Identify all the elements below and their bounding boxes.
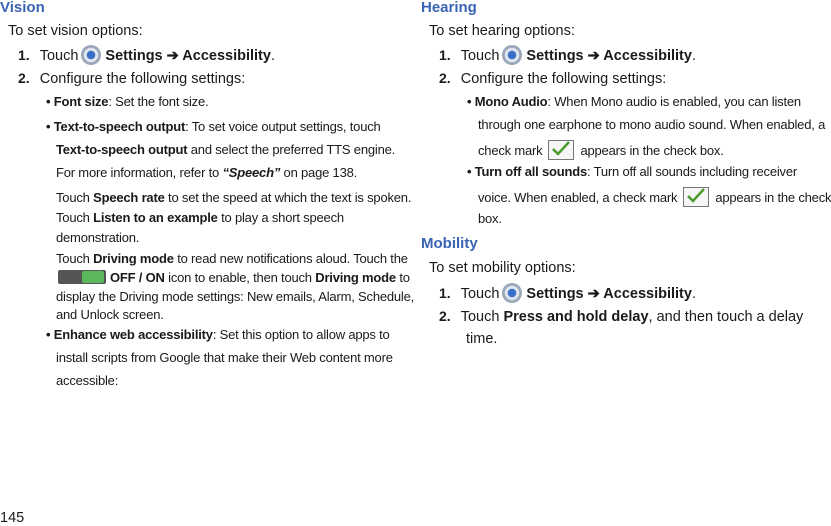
tts-line-3: For more information, refer to “Speech” on page 138.	[56, 165, 358, 180]
checkmark-icon	[548, 140, 574, 160]
mono-line-3: check mark appears in the check box.	[478, 140, 724, 160]
speech-reference-link[interactable]: “Speech”	[222, 165, 281, 180]
tts-line-2: Text-to-speech output and select the preferred TTS engine.	[56, 142, 396, 157]
off-on-toggle-icon	[58, 270, 106, 284]
mobility-intro: To set mobility options:	[429, 260, 576, 276]
mobility-heading: Mobility	[421, 235, 478, 252]
turn-off-line-3: box.	[478, 211, 502, 226]
settings-gear-icon	[81, 45, 101, 65]
hearing-step-2: 2. Configure the following settings:	[439, 70, 667, 87]
driving-line-4: and Unlock screen.	[56, 307, 164, 322]
hearing-step-1: 1. Touch Settings ➔ Accessibility.	[439, 47, 696, 64]
checkmark-icon	[683, 187, 709, 207]
turn-off-sounds-item: • Turn off all sounds: Turn off all sounds including receiver	[467, 164, 798, 179]
enhance-line-3: accessible:	[56, 373, 119, 388]
vision-intro: To set vision options:	[8, 23, 143, 39]
hearing-intro: To set hearing options:	[429, 23, 575, 39]
speech-rate-line-1: Touch Speech rate to set the speed at which the text is spoken.	[56, 190, 412, 205]
turn-off-line-2: voice. When enabled, a check mark appears in the check	[478, 187, 831, 207]
mobility-step-2: 2. Touch Press and hold delay, and then touch a delay	[439, 308, 804, 325]
enhance-web-item: • Enhance web accessibility: Set this option to allow apps to	[46, 327, 390, 342]
hearing-heading: Hearing	[421, 0, 477, 16]
mobility-step-2-line-2: time.	[466, 331, 498, 347]
speech-rate-line-2: Touch Listen to an example to play a short speech	[56, 210, 344, 225]
driving-line-3: display the Driving mode settings: New emails, Alarm, Schedule,	[56, 289, 415, 304]
font-size-item: • Font size: Set the font size.	[46, 94, 209, 109]
settings-gear-icon	[502, 45, 522, 65]
vision-step-2: 2. Configure the following settings:	[18, 70, 246, 87]
mono-audio-item: • Mono Audio: When Mono audio is enabled, you can listen	[467, 94, 801, 109]
settings-gear-icon	[502, 283, 522, 303]
vision-heading: Vision	[0, 0, 45, 16]
mono-line-2: through one earphone to mono audio sound. When enabled, a	[478, 117, 826, 132]
vision-step-1: 1. Touch Settings ➔ Accessibility.	[18, 47, 275, 64]
driving-line-1: Touch Driving mode to read new notifications aloud. Touch the	[56, 251, 408, 266]
speech-rate-line-3: demonstration.	[56, 230, 140, 245]
enhance-line-2: install scripts from Google that make their Web content more	[56, 350, 393, 365]
mobility-step-1: 1. Touch Settings ➔ Accessibility.	[439, 285, 696, 302]
tts-item: • Text-to-speech output: To set voice output settings, touch	[46, 119, 381, 134]
page-number: 145	[0, 510, 25, 526]
driving-line-2: OFF / ON icon to enable, then touch Driving mode to	[56, 270, 410, 285]
